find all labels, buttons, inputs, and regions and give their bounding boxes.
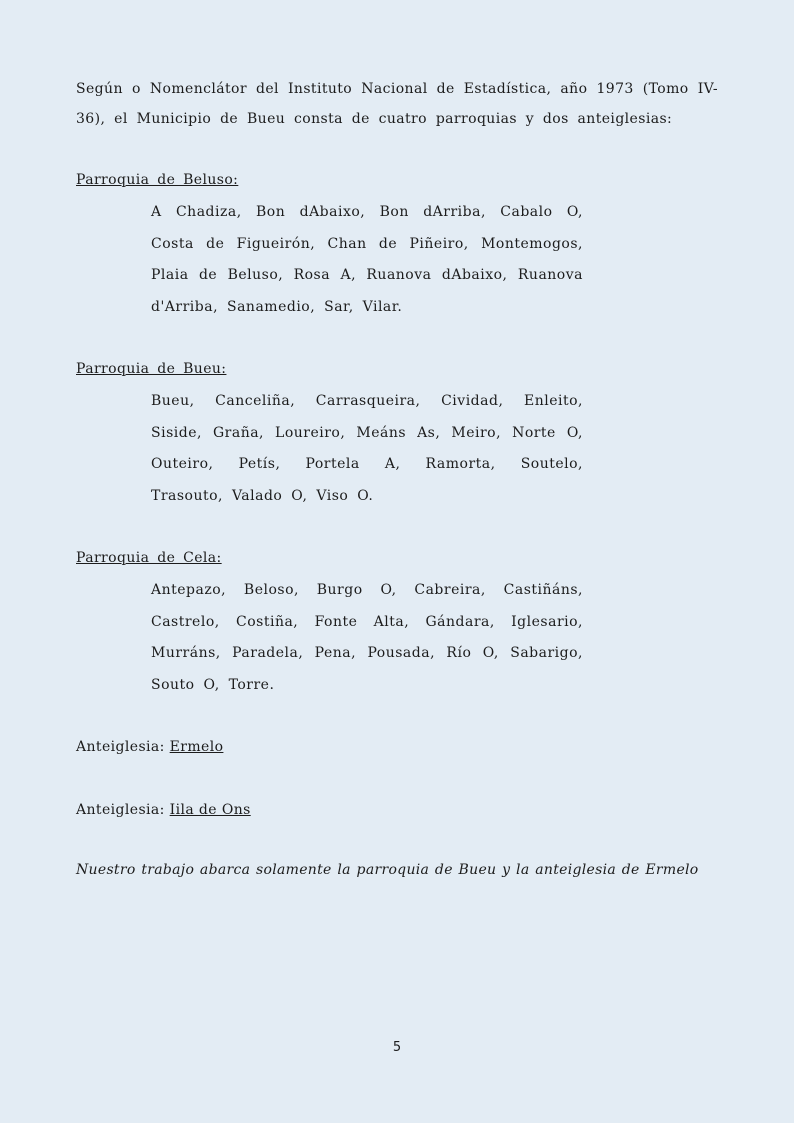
- anteiglesia-line-ermelo: [76, 739, 223, 755]
- parish-places-bueu: Bueu, Canceliña, Carrasqueira, Cividad, Enleito, Siside, Graña, Loureiro, Meáns As, Meiro, Norte O, Outeiro, Petís, Portela A, Ramorta, Soutelo, Trasouto, Valado O, Viso O.: [151, 393, 583, 504]
- parish-places-cela: Antepazo, Beloso, Burgo O, Cabreira, Castiñáns, Castrelo, Costiña, Fonte Alta, Gándara, Iglesario, Murráns, Paradela, Pena, Pousada, Río O, Sabarigo, Souto O, Torre.: [151, 582, 583, 693]
- parish-places-beluso: A Chadiza, Bon dAbaixo, Bon dArriba, Cabalo O, Costa de Figueirón, Chan de Piñeiro, Montemogos, Plaia de Beluso, Rosa A, Ruanova dAbaixo, Ruanova d'Arriba, Sanamedio, Sar, Vilar.: [151, 204, 583, 315]
- parish-heading-cela: Parroquia de Cela:: [76, 550, 222, 566]
- intro-paragraph: Según o Nomenclátor del Instituto Nacional de Estadística, año 1973 (Tomo IV-36), el Municipio de Bueu consta de cuatro parroquias y dos anteiglesias:: [76, 81, 718, 127]
- anteiglesia-line-ons: [76, 802, 251, 818]
- anteiglesia-label: Anteiglesia:: [76, 739, 165, 755]
- parish-heading-beluso: Parroquia de Beluso:: [76, 172, 239, 188]
- parish-heading-bueu: Parroquia de Bueu:: [76, 361, 227, 377]
- conclusion-statement: Nuestro trabajo abarca solamente la parroquia de Bueu y la anteiglesia de Ermelo: [76, 862, 699, 878]
- anteiglesia-name: Ermelo: [169, 739, 224, 755]
- anteiglesia-label: Anteiglesia:: [76, 802, 165, 818]
- page-number: 5: [392, 1040, 402, 1055]
- anteiglesia-name: Iila de Ons: [169, 802, 251, 818]
